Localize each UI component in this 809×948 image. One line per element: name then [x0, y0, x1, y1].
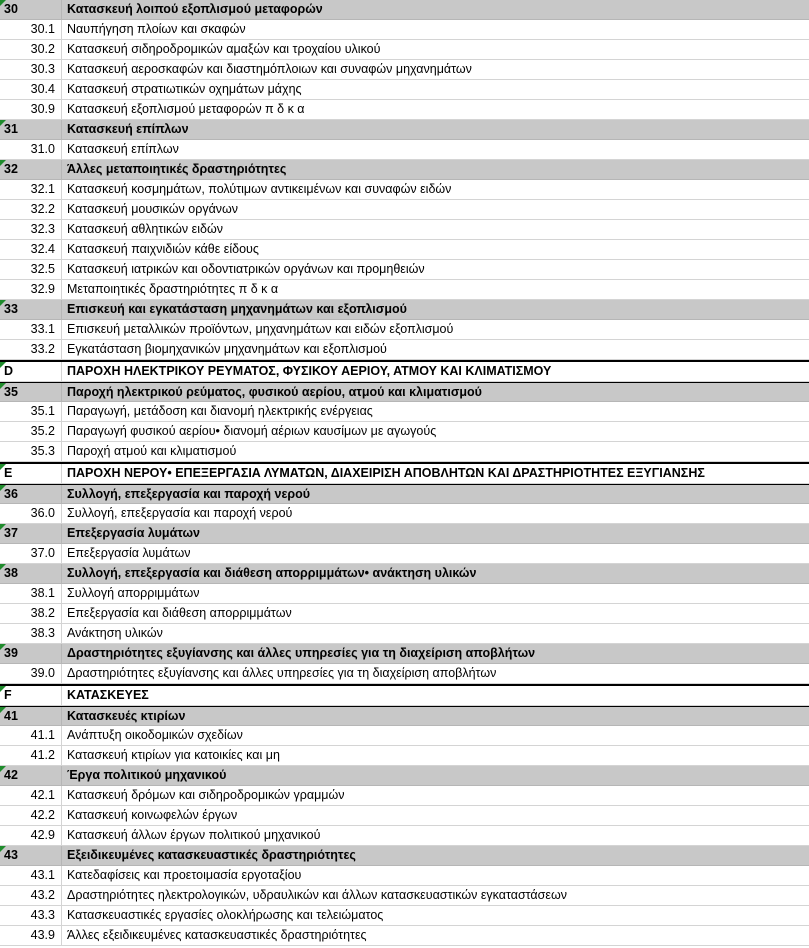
code-cell[interactable]: 33.1: [0, 320, 62, 339]
class-row: [0, 544, 809, 564]
code-cell[interactable]: 30.9: [0, 100, 62, 119]
description-cell[interactable]: Κατασκευή αεροσκαφών και διαστημόπλοιων και συναφών μηχανημάτων: [67, 62, 472, 76]
section-row: [0, 462, 809, 484]
description-cell[interactable]: Κατασκευή αθλητικών ειδών: [67, 222, 223, 236]
description-cell[interactable]: Έργα πολιτικού μηχανικού: [67, 768, 227, 782]
class-row: [0, 340, 809, 360]
description-cell[interactable]: Κατασκευή επίπλων: [67, 142, 179, 156]
class-row: [0, 584, 809, 604]
description-cell[interactable]: Παροχή ατμού και κλιματισμού: [67, 444, 237, 458]
class-row: [0, 200, 809, 220]
class-row: [0, 20, 809, 40]
class-row: [0, 726, 809, 746]
class-row: [0, 260, 809, 280]
description-cell[interactable]: Κατασκευή κοινωφελών έργων: [67, 808, 238, 822]
code-cell[interactable]: 43.2: [0, 886, 62, 905]
description-cell[interactable]: Δραστηριότητες εξυγίανσης και άλλες υπηρεσίες για τη διαχείριση αποβλήτων: [67, 666, 497, 680]
description-cell[interactable]: Παραγωγή φυσικού αερίου• διανομή αέριων καυσίμων με αγωγούς: [67, 424, 437, 438]
code-cell[interactable]: 38.3: [0, 624, 62, 643]
division-row: [0, 766, 809, 786]
code-cell[interactable]: 42.9: [0, 826, 62, 845]
description-cell[interactable]: Κατασκευή άλλων έργων πολιτικού μηχανικού: [67, 828, 321, 842]
description-cell[interactable]: Επεξεργασία και διάθεση απορριμμάτων: [67, 606, 292, 620]
class-row: [0, 100, 809, 120]
description-cell[interactable]: Συλλογή, επεξεργασία και παροχή νερού: [67, 506, 293, 520]
class-row: [0, 320, 809, 340]
class-row: [0, 906, 809, 926]
description-cell[interactable]: Κατασκευή στρατιωτικών οχημάτων μάχης: [67, 82, 302, 96]
division-row: [0, 484, 809, 504]
class-row: [0, 504, 809, 524]
code-cell[interactable]: 35.2: [0, 422, 62, 441]
description-cell[interactable]: Συλλογή απορριμμάτων: [67, 586, 200, 600]
description-cell[interactable]: Κατασκευή επίπλων: [67, 122, 189, 136]
code-cell[interactable]: 43.9: [0, 926, 62, 945]
code-cell[interactable]: 32.5: [0, 260, 62, 279]
description-cell[interactable]: Κατασκευή λοιπού εξοπλισμού μεταφορών: [67, 2, 323, 16]
division-row: [0, 382, 809, 402]
code-cell[interactable]: 39: [0, 644, 62, 663]
description-cell[interactable]: Μεταποιητικές δραστηριότητες π δ κ α: [67, 282, 279, 296]
description-cell[interactable]: Επεξεργασία λυμάτων: [67, 526, 201, 540]
code-cell[interactable]: 38.1: [0, 584, 62, 603]
code-cell[interactable]: 42.2: [0, 806, 62, 825]
description-cell[interactable]: ΠΑΡΟΧΗ ΝΕΡΟΥ• ΕΠΕΞΕΡΓΑΣΙΑ ΛΥΜΑΤΩΝ, ΔΙΑΧΕΙΡΙΣΗ ΑΠΟΒΛΗΤΩΝ ΚΑΙ ΔΡΑΣΤΗΡΙΟΤΗΤΕΣ ΕΞΥΓΙΑΝΣΗΣ: [67, 466, 705, 480]
class-row: [0, 442, 809, 462]
section-row: [0, 684, 809, 706]
code-cell[interactable]: 43.3: [0, 906, 62, 925]
description-cell[interactable]: Άλλες εξειδικευμένες κατασκευαστικές δραστηριότητες: [67, 928, 367, 942]
code-cell[interactable]: 43.1: [0, 866, 62, 885]
code-cell[interactable]: 37: [0, 524, 62, 543]
code-cell[interactable]: 41: [0, 707, 62, 725]
code-cell[interactable]: 30.3: [0, 60, 62, 79]
division-row: [0, 706, 809, 726]
class-row: [0, 220, 809, 240]
code-cell[interactable]: 37.0: [0, 544, 62, 563]
class-row: [0, 240, 809, 260]
class-row: [0, 402, 809, 422]
description-cell[interactable]: Κατασκευή ιατρικών και οδοντιατρικών οργάνων και προμηθειών: [67, 262, 425, 276]
description-cell[interactable]: Παροχή ηλεκτρικού ρεύματος, φυσικού αερίου, ατμού και κλιματισμού: [67, 385, 482, 399]
class-row: [0, 786, 809, 806]
section-row: [0, 360, 809, 382]
code-cell[interactable]: 32: [0, 160, 62, 179]
description-cell[interactable]: Ανάκτηση υλικών: [67, 626, 163, 640]
code-cell[interactable]: 30.2: [0, 40, 62, 59]
code-cell[interactable]: 32.9: [0, 280, 62, 299]
code-cell[interactable]: 42.1: [0, 786, 62, 805]
code-cell[interactable]: D: [0, 362, 62, 381]
class-row: [0, 624, 809, 644]
code-cell[interactable]: 32.1: [0, 180, 62, 199]
code-cell[interactable]: 39.0: [0, 664, 62, 683]
description-cell[interactable]: Επισκευή και εγκατάσταση μηχανημάτων και εξοπλισμού: [67, 302, 407, 316]
description-cell[interactable]: Κατασκευή μουσικών οργάνων: [67, 202, 239, 216]
code-cell[interactable]: E: [0, 464, 62, 483]
class-row: [0, 80, 809, 100]
class-row: [0, 40, 809, 60]
code-cell[interactable]: 32.3: [0, 220, 62, 239]
class-row: [0, 746, 809, 766]
description-cell[interactable]: Άλλες μεταποιητικές δραστηριότητες: [67, 162, 287, 176]
code-cell[interactable]: 30.1: [0, 20, 62, 39]
description-cell[interactable]: Εξειδικευμένες κατασκευαστικές δραστηριότητες: [67, 848, 356, 862]
description-cell[interactable]: Δραστηριότητες εξυγίανσης και άλλες υπηρεσίες για τη διαχείριση αποβλήτων: [67, 646, 536, 660]
code-cell[interactable]: 41.2: [0, 746, 62, 765]
description-cell[interactable]: Ναυπήγηση πλοίων και σκαφών: [67, 22, 246, 36]
description-cell[interactable]: Κατασκευή δρόμων και σιδηροδρομικών γραμμών: [67, 788, 345, 802]
division-row: [0, 0, 809, 20]
description-cell[interactable]: Ανάπτυξη οικοδομικών σχεδίων: [67, 728, 243, 742]
code-cell[interactable]: 33: [0, 300, 62, 319]
description-cell[interactable]: Εγκατάσταση βιομηχανικών μηχανημάτων και εξοπλισμού: [67, 342, 387, 356]
code-cell[interactable]: 41.1: [0, 726, 62, 745]
class-row: [0, 806, 809, 826]
division-row: [0, 644, 809, 664]
description-cell[interactable]: ΠΑΡΟΧΗ ΗΛΕΚΤΡΙΚΟΥ ΡΕΥΜΑΤΟΣ, ΦΥΣΙΚΟΥ ΑΕΡΙΟΥ, ΑΤΜΟΥ ΚΑΙ ΚΛΙΜΑΤΙΣΜΟΥ: [67, 364, 552, 378]
description-cell[interactable]: Κατεδαφίσεις και προετοιμασία εργοταξίου: [67, 868, 302, 882]
code-cell[interactable]: 35: [0, 383, 62, 401]
class-row: [0, 60, 809, 80]
class-row: [0, 604, 809, 624]
code-cell[interactable]: 32.4: [0, 240, 62, 259]
code-cell[interactable]: 42: [0, 766, 62, 785]
code-cell[interactable]: 30.4: [0, 80, 62, 99]
description-cell[interactable]: ΚΑΤΑΣΚΕΥΕΣ: [67, 688, 149, 702]
code-cell[interactable]: 31: [0, 120, 62, 139]
class-row: [0, 140, 809, 160]
code-cell[interactable]: 38: [0, 564, 62, 583]
code-cell[interactable]: 31.0: [0, 140, 62, 159]
code-cell[interactable]: 43: [0, 846, 62, 865]
code-cell[interactable]: F: [0, 686, 62, 705]
description-cell[interactable]: Κατασκευή κτιρίων για κατοικίες και μη: [67, 748, 280, 762]
code-cell[interactable]: 35.3: [0, 442, 62, 461]
division-row: [0, 300, 809, 320]
class-row: [0, 180, 809, 200]
description-cell[interactable]: Συλλογή, επεξεργασία και διάθεση απορριμμάτων• ανάκτηση υλικών: [67, 566, 477, 580]
code-cell[interactable]: 35.1: [0, 402, 62, 421]
code-cell[interactable]: 30: [0, 0, 62, 19]
division-row: [0, 160, 809, 180]
description-cell[interactable]: Κατασκευή εξοπλισμού μεταφορών π δ κ α: [67, 102, 305, 116]
description-cell[interactable]: Δραστηριότητες ηλεκτρολογικών, υδραυλικών και άλλων κατασκευαστικών εγκαταστάσεων: [67, 888, 567, 902]
class-row: [0, 280, 809, 300]
description-cell[interactable]: Κατασκευή παιχνιδιών κάθε είδους: [67, 242, 259, 256]
division-row: [0, 564, 809, 584]
class-row: [0, 422, 809, 442]
class-row: [0, 664, 809, 684]
code-cell[interactable]: 36: [0, 485, 62, 503]
description-cell[interactable]: Κατασκευή σιδηροδρομικών αμαξών και τροχαίου υλικού: [67, 42, 381, 56]
division-row: [0, 846, 809, 866]
description-cell[interactable]: Επισκευή μεταλλικών προϊόντων, μηχανημάτων και ειδών εξοπλισμού: [67, 322, 454, 336]
division-row: [0, 524, 809, 544]
description-cell[interactable]: Συλλογή, επεξεργασία και παροχή νερού: [67, 487, 311, 501]
description-cell[interactable]: Κατασκευές κτιρίων: [67, 709, 186, 723]
code-cell[interactable]: 33.2: [0, 340, 62, 359]
class-row: [0, 826, 809, 846]
class-row: [0, 866, 809, 886]
description-cell[interactable]: Κατασκευή κοσμημάτων, πολύτιμων αντικειμένων και συναφών ειδών: [67, 182, 452, 196]
division-row: [0, 120, 809, 140]
class-row: [0, 886, 809, 906]
description-cell[interactable]: Επεξεργασία λυμάτων: [67, 546, 191, 560]
class-row: [0, 926, 809, 946]
description-cell[interactable]: Κατασκευαστικές εργασίες ολοκλήρωσης και τελειώματος: [67, 908, 384, 922]
code-cell[interactable]: 38.2: [0, 604, 62, 623]
code-cell[interactable]: 32.2: [0, 200, 62, 219]
code-cell[interactable]: 36.0: [0, 504, 62, 523]
description-cell[interactable]: Παραγωγή, μετάδοση και διανομή ηλεκτρικής ενέργειας: [67, 404, 373, 418]
